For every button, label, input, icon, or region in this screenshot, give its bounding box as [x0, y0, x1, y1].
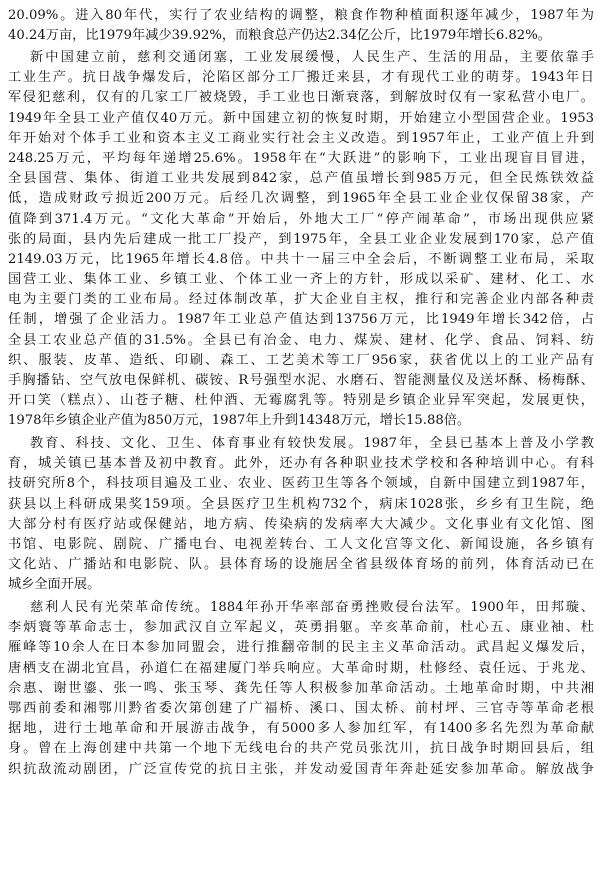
text-line: 李炳寰等革命志士，参加武汉自立军起义，英勇捐躯。辛亥革命前，杜心五、康业袖、杜: [8, 620, 594, 636]
text-line: 技研究所8个，科技项目遍及工业、农业、医药卫生等各个领域，自新中国建立到1987年，: [8, 476, 594, 492]
text-line: 248.25万元，平均每年递增25.6%。1958年在“大跃进”的影响下，工业出现盲目冒进，: [8, 150, 594, 166]
text-line: 工业生产。抗日战争爆发后，沦陷区部分工厂搬迁来县，才有现代工业的萌芽。1943年日: [8, 70, 594, 86]
text-line: 20.09%。进入80年代，实行了农业结构的调整，粮食作物种植面积逐年减少，1987年为: [8, 8, 594, 23]
text-line: 值降到371.4万元。“文化大革命”开始后，外地大工厂“停产闹革命”，市场出现供应紧: [8, 211, 594, 227]
paragraph-industry: [0, 48, 598, 432]
text-line: 2149.03万元，比1965年增长4.8倍。中共十一届三中全会后，不断调整工业布局，采取: [8, 251, 594, 267]
text-line: 育，城关镇已基本普及初中教育。此外，还办有各种职业技术学校和各种培训中心。有科: [8, 456, 594, 472]
text-line: 大部分村有医疗站或保健站，地方病、传染病的发病率大大减少。文化事业有文化馆、图: [8, 516, 594, 532]
text-line: 织抗敌流动剧团，广泛宣传党的抗日主张，并发动爱国青年奔赴延安参加革命。解放战争: [8, 761, 594, 777]
text-line: 低，造成财政亏损近200万元。后经几次调整，到1965年全县工业企业仅保留38家，产: [8, 191, 594, 207]
text-line: 张的局面，县内先后建成一批工厂投产，到1975年，全县工业企业发展到170家，总产值: [8, 231, 594, 247]
text-line: 书馆、电影院、剧院、广播电台、电视差转台、工人文化宫等文化、新闻设施，各乡镇有: [8, 536, 594, 552]
text-line: 新中国建立前，慈利交通闭塞，工业发展缓慢，人民生产、生活的用品，主要依靠手: [30, 50, 594, 65]
paragraph-agriculture-tail: [0, 6, 598, 46]
text-line: 国营工业、集体工业、乡镇工业、个体工业一齐上的方针，形成以采矿、建材、化工、水: [8, 272, 594, 288]
paragraph-revolution: [0, 598, 598, 780]
text-line: 城乡全面开展。: [8, 577, 101, 593]
text-line: 手胸播钻、空气放电保鲜机、碳铵、R号强型水泥、水磨石、智能测量仪及送坏酥、杨梅酥、: [8, 373, 594, 388]
text-line: 慈利人民有光荣革命传统。1884年孙开华率部奋勇挫败侵台法军。1900年，田邦璇、: [30, 600, 594, 615]
text-line: 任制，增强了企业活力。1987年工业总产值达到13756万元，比1949年增长342倍，占: [8, 312, 594, 328]
text-line: 雁峰等10余人在日本参加同盟会，进行推翻帝制的民主主义革命活动。武昌起义爆发后，: [8, 640, 594, 656]
text-line: 唐栖支在湖北宜昌，孙道仁在福建厦门举兵响应。大革命时期，杜修经、袁任远、于兆龙、: [8, 660, 594, 676]
text-line: 佘惠、谢世鎏、张一鸣、张玉琴、龚先任等人积极参加革命活动。土地革命时期，中共湘: [8, 680, 594, 696]
text-line: 40.24万亩，比1979年减少39.92%，而粮食总产仍达2.34亿公斤，比1979年增长6.82%。: [8, 28, 551, 44]
text-line: 全县工农业总产值的31.5%。全县已有冶金、电力、煤炭、建材、化学、食品、饲料、纺: [8, 332, 594, 348]
text-line: 电为主要门类的工业布局。经过体制改革，扩大企业自主权，推行和完善企业内部各种责: [8, 292, 594, 308]
text-line: 文化站、广播站和电影院、队。县体育场的设施居全省县级体育场的前列，体育活动已在: [8, 557, 594, 573]
text-line: 全县国营、集体、街道工业共发展到842家，总产值虽增长到985万元，但全民炼铁效益: [8, 171, 594, 187]
text-line: 据地，进行土地革命和开展游击战争，有5000多人参加红军，有1400多名先烈为革命献: [8, 721, 594, 737]
text-line: 鄂西前委和湘鄂川黔省委次第创建了广福桥、溪口、国太桥、前村坪、三官寺等革命老根: [8, 700, 594, 716]
text-line: 身。曾在上海创建中共第一个地下无线电台的共产党员张沈川，抗日战争时期回县后，组: [8, 741, 594, 757]
text-line: 1978年乡镇企业产值为850万元，1987年上升到14348万元，增长15.88倍。: [8, 413, 471, 429]
text-line: 教育、科技、文化、卫生、体育事业有较快发展。1987年，全县已基本上普及小学教: [30, 436, 594, 451]
text-line: 获县以上科研成果奖159项。全县医疗卫生机构732个，病床1028张，乡乡有卫生院，绝: [8, 496, 594, 512]
text-line: 军侵犯慈利，仅有的几家工厂被烧毁，手工业也日渐衰落，到解放时仅有一家私营小电厂。: [8, 90, 594, 106]
text-line: 开口笑（糕点）、山苍子糖、杜仲酒、无霉腐乳等。特别是乡镇企业异军突起，发展更快，: [8, 393, 594, 409]
text-line: 年开始对个体手工业和资本主义工商业实行社会主义改造。到1957年止，工业产值上升到: [8, 130, 594, 146]
text-line: 1949年全县工业产值仅40万元。新中国建立初的恢复时期，开始建立小型国营企业。1953: [8, 110, 594, 126]
paragraph-education: [0, 434, 598, 596]
text-line: 织、服装、皮革、造纸、印刷、森工、工艺美术等工厂956家，获省优以上的工业产品有: [8, 352, 594, 368]
